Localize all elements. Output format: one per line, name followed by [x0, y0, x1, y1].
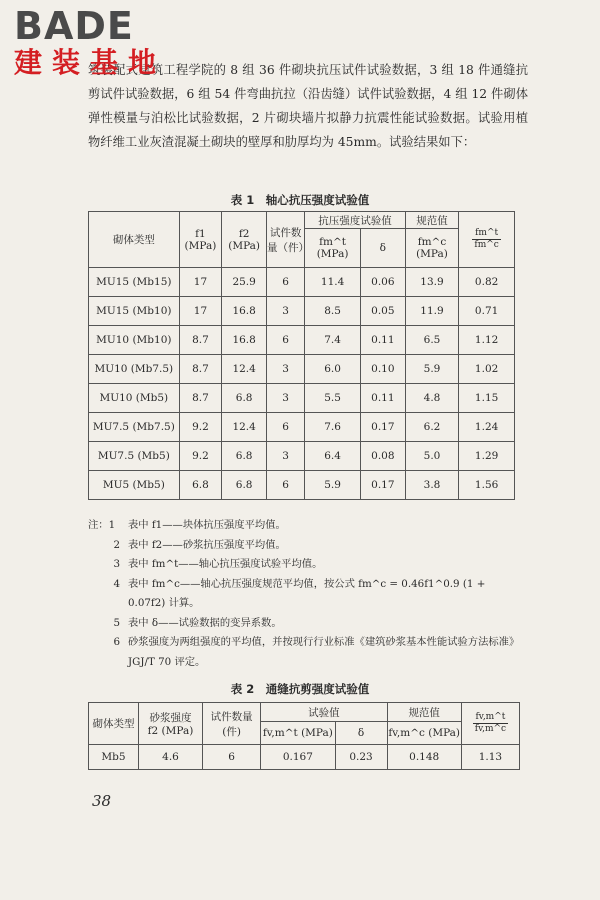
cell-delta: 0.05: [360, 297, 405, 326]
cell-f2: 25.9: [222, 268, 267, 297]
cell-f2: 12.4: [222, 355, 267, 384]
table2-group-std: 规范值: [387, 703, 461, 722]
cell-f2: 16.8: [222, 297, 267, 326]
table-row: [89, 268, 515, 297]
cell-fmc: 6.5: [405, 326, 459, 355]
cell-delta: 0.17: [360, 413, 405, 442]
cell-ratio: 0.82: [459, 268, 515, 297]
table1-caption: 表 1 轴心抗压强度试验值: [230, 193, 370, 207]
cell-fmc: 6.2: [405, 413, 459, 442]
cell-count: 6: [267, 326, 305, 355]
cell-fvc: 0.148: [387, 745, 461, 770]
cell-ratio: 1.12: [459, 326, 515, 355]
table2-col-mortar: 砂浆强度 f2 (MPa): [138, 703, 202, 745]
table1: [88, 211, 515, 500]
cell-fmc: 3.8: [405, 471, 459, 500]
intro-paragraph: 筑装配式建筑工程学院的 8 组 36 件砌块抗压试件试验数据，3 组 18 件通缝抗剪试件试验数据，6 组 54 件弯曲抗拉（沿齿缝）试件试验数据，4 组 12 件砌体弹性模量与泊松比试验数据，2 片砌块墙片拟静力抗震性能试验数据。试验用植物纤维工业灰渣混凝土砌块的壁厚和肋厚均为 45mm。试验结果如下：: [88, 63, 528, 149]
note-item: [88, 575, 520, 614]
cell-type: Mb5: [89, 745, 139, 770]
logo: [14, 6, 166, 78]
note-text: 表中 fm^t——轴心抗压强度试验平均值。: [128, 558, 323, 570]
cell-type: MU7.5 (Mb7.5): [89, 413, 180, 442]
cell-f1: 9.2: [179, 413, 222, 442]
cell-type: MU7.5 (Mb5): [89, 442, 180, 471]
cell-f2: 16.8: [222, 326, 267, 355]
cell-f1: 9.2: [179, 442, 222, 471]
cell-count: 6: [267, 413, 305, 442]
table-row: [89, 442, 515, 471]
table1-col-count: 试件数量（件）: [267, 212, 305, 268]
cell-count: 6: [267, 268, 305, 297]
cell-ratio: 0.71: [459, 297, 515, 326]
note-text: 表中 δ——试验数据的变异系数。: [128, 616, 282, 629]
cell-ratio: 1.13: [461, 745, 519, 770]
cell-type: MU15 (Mb10): [89, 297, 180, 326]
cell-count: 3: [267, 355, 305, 384]
cell-ratio: 1.29: [459, 442, 515, 471]
cell-fmc: 11.9: [405, 297, 459, 326]
cell-count: 6: [267, 471, 305, 500]
note-number: 4: [113, 577, 120, 590]
note-lead: 注：1: [88, 519, 116, 531]
table-row: [89, 326, 515, 355]
table1-group-std: 规范值: [405, 212, 459, 229]
cell-fmc: 5.0: [405, 442, 459, 471]
cell-f2: 6.8: [222, 442, 267, 471]
cell-delta: 0.11: [360, 384, 405, 413]
table2-col-delta: δ: [335, 722, 387, 745]
cell-delta: 0.06: [360, 268, 405, 297]
cell-f1: 8.7: [179, 326, 222, 355]
table1-group-test: 抗压强度试验值: [305, 212, 405, 229]
cell-type: MU10 (Mb5): [89, 384, 180, 413]
cell-fmc: 4.8: [405, 384, 459, 413]
cell-f2: 12.4: [222, 413, 267, 442]
table1-header-row: [89, 212, 515, 229]
cell-fmc: 5.9: [405, 355, 459, 384]
table-row: [89, 745, 520, 770]
table1-col-delta: δ: [360, 229, 405, 268]
cell-f2: 6.8: [222, 384, 267, 413]
cell-fmt: 11.4: [305, 268, 361, 297]
cell-type: MU10 (Mb10): [89, 326, 180, 355]
cell-count: 3: [267, 442, 305, 471]
cell-ratio: 1.56: [459, 471, 515, 500]
table2-col-count: 试件数量 (件): [203, 703, 261, 745]
note-text: 表中 fm^c——轴心抗压强度规范平均值，按公式 fm^c = 0.46f1^0.9 (1 + 0.07f2) 计算。: [128, 577, 486, 609]
cell-fmt: 5.9: [305, 471, 361, 500]
note-number: 6: [113, 636, 120, 648]
cell-f2: 6.8: [222, 471, 267, 500]
note-item: [88, 633, 520, 672]
logo-chinese: 建装基地: [14, 46, 167, 79]
cell-f1: 8.7: [179, 384, 222, 413]
cell-fmt: 7.6: [305, 413, 361, 442]
table2-caption: 表 2 通缝抗剪强度试验值: [230, 682, 370, 696]
note-number: 3: [113, 558, 120, 570]
note-number: 5: [113, 616, 120, 629]
table1-col-f1: f1 (MPa): [179, 212, 222, 268]
table2-col-fvt: fv,m^t (MPa): [261, 722, 335, 745]
table1-col-f2: f2 (MPa): [222, 212, 267, 268]
cell-f1: 8.7: [179, 355, 222, 384]
page-number: 38: [92, 792, 112, 810]
cell-count: 3: [267, 384, 305, 413]
cell-delta: 0.10: [360, 355, 405, 384]
cell-fmt: 6.4: [305, 442, 361, 471]
cell-fmc: 13.9: [405, 268, 459, 297]
cell-delta: 0.08: [360, 442, 405, 471]
cell-f1: 17: [179, 297, 222, 326]
table-row: [89, 297, 515, 326]
table2-col-type: 砌体类型: [89, 703, 139, 745]
table2-col-fvc: fv,m^c (MPa): [387, 722, 461, 745]
note-text: 砂浆强度为两组强度的平均值，并按现行行业标准《建筑砂浆基本性能试验方法标准》JGJ/T 70 评定。: [128, 636, 520, 668]
cell-f1: 6.8: [179, 471, 222, 500]
table1-col-fmt: fm^t (MPa): [305, 229, 361, 268]
cell-type: MU15 (Mb15): [89, 268, 180, 297]
table1-col-ratio: $\frac{fm\^{}t}{fm\^{}c}$: [459, 212, 515, 268]
note-item: [88, 555, 520, 575]
cell-ratio: 1.15: [459, 384, 515, 413]
table2-col-ratio: $\frac{fv,m\^{}t}{fv,m\^{}c}$: [461, 703, 519, 745]
cell-delta: 0.23: [335, 745, 387, 770]
note-item: [88, 536, 520, 556]
cell-count: 3: [267, 297, 305, 326]
note-text: 表中 f2——砂浆抗压强度平均值。: [128, 538, 286, 551]
cell-f2: 4.6: [138, 745, 202, 770]
cell-ratio: 1.02: [459, 355, 515, 384]
cell-count: 6: [203, 745, 261, 770]
cell-type: MU10 (Mb7.5): [89, 355, 180, 384]
table-row: [89, 384, 515, 413]
logo-wordmark: BADE: [14, 4, 134, 48]
cell-delta: 0.11: [360, 326, 405, 355]
table1-col-fmc: fm^c (MPa): [405, 229, 459, 268]
cell-fmt: 5.5: [305, 384, 361, 413]
table-row: [89, 413, 515, 442]
note-item: [88, 614, 520, 634]
table2-group-test: 试验值: [261, 703, 387, 722]
cell-fmt: 7.4: [305, 326, 361, 355]
table2-header-row: [89, 703, 520, 722]
cell-fmt: 6.0: [305, 355, 361, 384]
table1-col-type: 砌体类型: [89, 212, 180, 268]
cell-fmt: 8.5: [305, 297, 361, 326]
table-row: [89, 355, 515, 384]
cell-fvt: 0.167: [261, 745, 335, 770]
cell-f1: 17: [179, 268, 222, 297]
cell-delta: 0.17: [360, 471, 405, 500]
cell-ratio: 1.24: [459, 413, 515, 442]
note-number: 2: [113, 538, 120, 551]
table-row: [89, 471, 515, 500]
note-text: 表中 f1——块体抗压强度平均值。: [128, 519, 286, 531]
table2: [88, 702, 520, 770]
table1-notes: [88, 516, 520, 672]
cell-type: MU5 (Mb5): [89, 471, 180, 500]
note-item: [88, 516, 520, 536]
